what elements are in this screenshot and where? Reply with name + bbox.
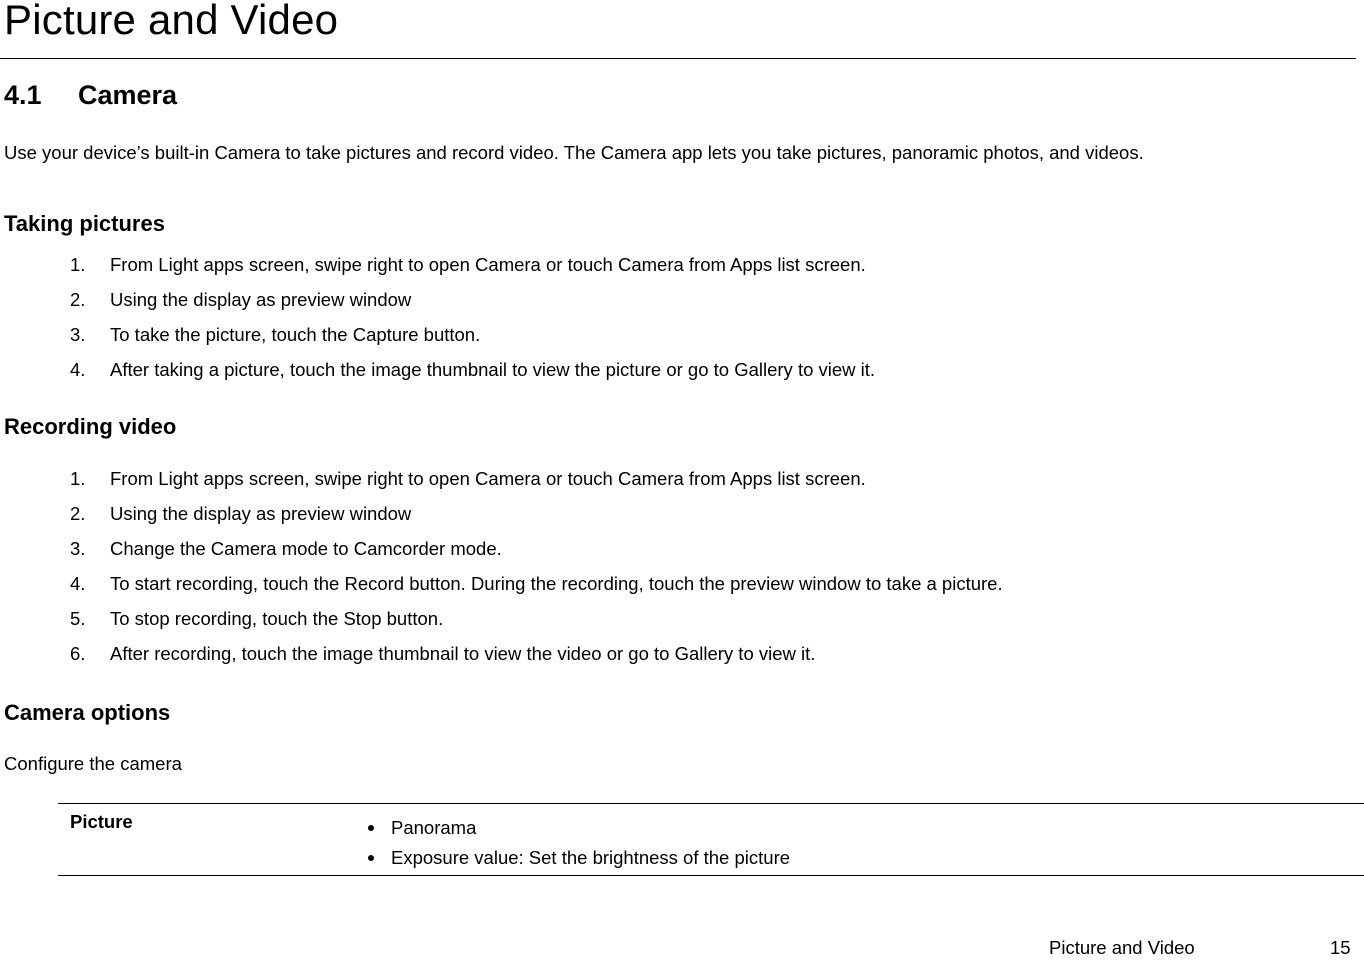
taking-pictures-heading: Taking pictures bbox=[4, 211, 165, 236]
step-text: Using the display as preview window bbox=[110, 503, 412, 524]
step-number: 4. bbox=[70, 359, 86, 380]
bullet-text: Exposure value: Set the brightness of the picture bbox=[391, 847, 791, 868]
step-text: After recording, touch the image thumbnail to view the video or go to Gallery to view it. bbox=[110, 643, 816, 664]
bullet-icon bbox=[368, 825, 374, 831]
footer-page-number: 15 bbox=[1330, 937, 1351, 958]
step-text: From Light apps screen, swipe right to open Camera or touch Camera from Apps list screen. bbox=[110, 468, 866, 489]
step-text: To start recording, touch the Record button. During the recording, touch the preview window to take a picture. bbox=[110, 573, 1003, 594]
page-title: Picture and Video bbox=[4, 0, 339, 43]
step-number: 2. bbox=[70, 289, 86, 310]
step-number: 4. bbox=[70, 573, 86, 594]
step-text: From Light apps screen, swipe right to open Camera or touch Camera from Apps list screen. bbox=[110, 254, 866, 275]
step-number: 3. bbox=[70, 324, 86, 345]
step-text: Change the Camera mode to Camcorder mode. bbox=[110, 538, 502, 559]
step-text: To take the picture, touch the Capture button. bbox=[110, 324, 481, 345]
step-number: 2. bbox=[70, 503, 86, 524]
step-number: 1. bbox=[70, 468, 86, 489]
step-number: 1. bbox=[70, 254, 86, 275]
section-title: Camera bbox=[78, 80, 178, 110]
recording-video-heading: Recording video bbox=[4, 414, 177, 439]
step-text: After taking a picture, touch the image thumbnail to view the picture or go to Gallery to view it. bbox=[110, 359, 876, 380]
table-row-label: Picture bbox=[70, 811, 133, 832]
camera-options-heading: Camera options bbox=[4, 700, 171, 725]
section-number: 4.1 bbox=[4, 80, 42, 110]
footer-chapter-label: Picture and Video bbox=[1049, 937, 1195, 958]
title-divider bbox=[0, 58, 1356, 59]
step-text: To stop recording, touch the Stop button. bbox=[110, 608, 444, 629]
camera-options-description: Configure the camera bbox=[4, 753, 182, 774]
step-number: 5. bbox=[70, 608, 86, 629]
step-number: 3. bbox=[70, 538, 86, 559]
intro-paragraph: Use your device’s built-in Camera to take pictures and record video. The Camera app lets you take pictures, panoramic photos, and videos. bbox=[4, 142, 1144, 163]
step-number: 6. bbox=[70, 643, 86, 664]
camera-options-table bbox=[58, 803, 1364, 876]
step-text: Using the display as preview window bbox=[110, 289, 412, 310]
bullet-icon bbox=[368, 855, 374, 861]
bullet-text: Panorama bbox=[391, 817, 477, 838]
section-heading bbox=[4, 78, 177, 112]
